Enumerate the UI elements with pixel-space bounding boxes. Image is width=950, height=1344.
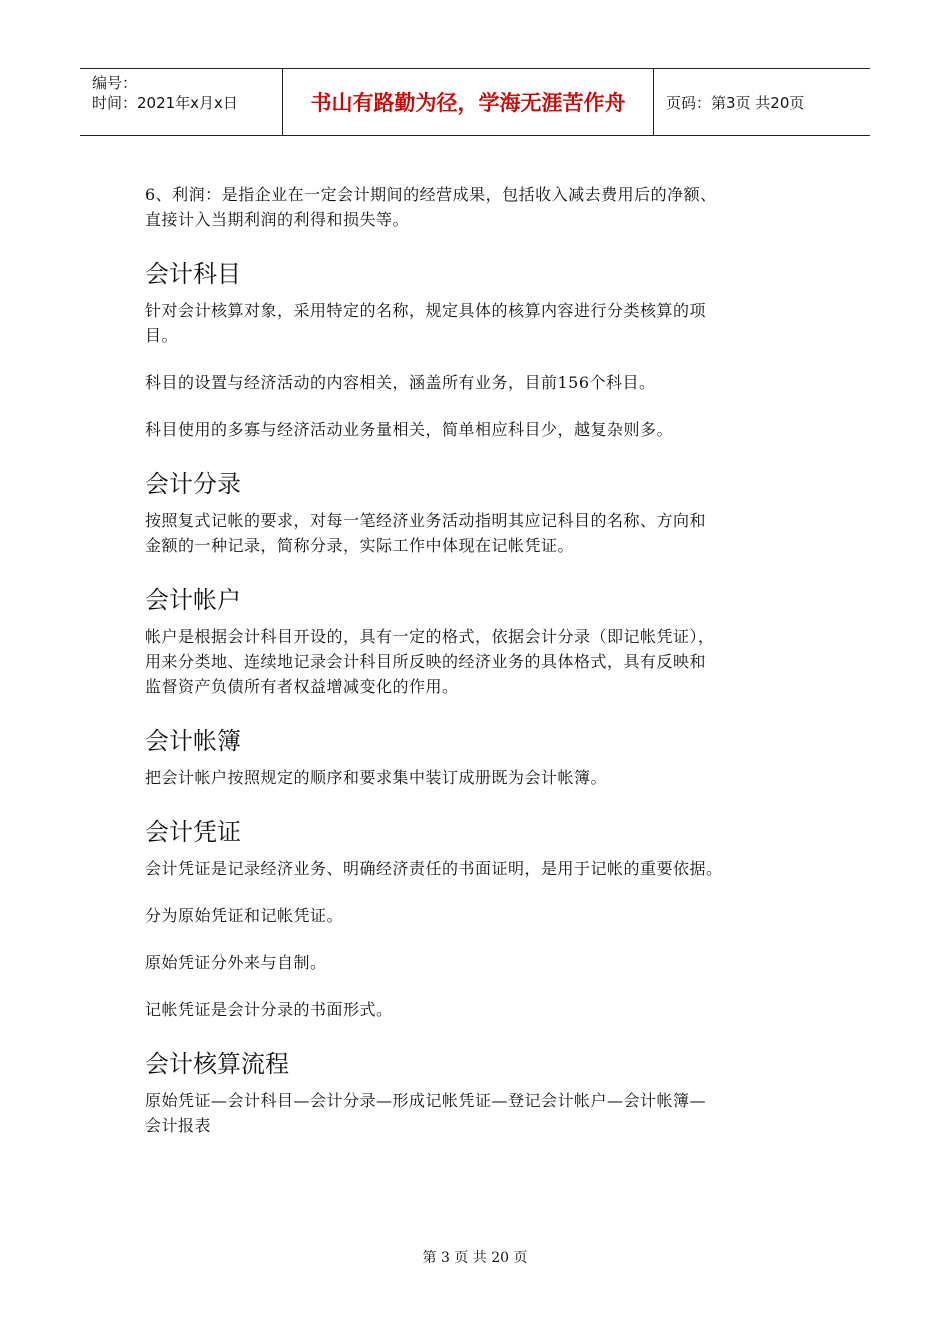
header-meta	[80, 69, 282, 135]
document-body	[145, 182, 815, 1138]
document-number: 编号：	[92, 74, 138, 92]
header-motto: 书山有路勤为径，学海无涯苦作舟	[282, 69, 654, 135]
section-paragraph	[145, 1088, 815, 1138]
text-line: 原始凭证分外来与自制。	[145, 953, 327, 972]
text-line: 会计凭证是记录经济业务、明确经济责任的书面证明，是用于记帐的重要依据。	[145, 859, 723, 878]
text-line: 针对会计核算对象，采用特定的名称，规定具体的核算内容进行分类核算的项	[145, 301, 707, 320]
text-line: 金额的一种记录，简称分录，实际工作中体现在记帐凭证。	[145, 536, 575, 555]
header-page-number: 页码：第3页 共20页	[666, 93, 805, 112]
section-paragraph	[145, 624, 815, 699]
section-heading: 会计帐簿	[145, 727, 241, 755]
section-heading: 会计帐户	[145, 586, 241, 614]
section-paragraph	[145, 903, 815, 928]
text-line: 原始凭证—会计科目—会计分录—形成记帐凭证—登记会计帐户—会计帐簿—	[145, 1091, 707, 1110]
section-paragraph	[145, 298, 815, 348]
text-line: 按照复式记帐的要求，对每一笔经济业务活动指明其应记科目的名称、方向和	[145, 511, 707, 530]
text-line: 科目的设置与经济活动的内容相关，涵盖所有业务，目前156个科目。	[145, 373, 656, 392]
document-date: 时间：2021年x月x日	[92, 94, 238, 112]
section-heading: 会计凭证	[145, 818, 241, 846]
section-paragraph	[145, 370, 815, 395]
text-line: 目。	[145, 326, 179, 345]
intro-line: 6、利润：是指企业在一定会计期间的经营成果，包括收入减去费用后的净额、	[145, 185, 717, 204]
text-line: 帐户是根据会计科目开设的，具有一定的格式，依据会计分录（即记帐凭证），	[145, 627, 715, 646]
section-heading: 会计核算流程	[145, 1050, 289, 1078]
text-line: 把会计帐户按照规定的顺序和要求集中装订成册既为会计帐簿。	[145, 768, 608, 787]
section-paragraph	[145, 765, 815, 790]
section-paragraph	[145, 950, 815, 975]
text-line: 分为原始凭证和记帐凭证。	[145, 906, 344, 925]
page-footer: 第 3 页 共 20 页	[422, 1250, 528, 1266]
section-paragraph	[145, 997, 815, 1022]
text-line: 监督资产负债所有者权益增减变化的作用。	[145, 677, 459, 696]
text-line: 会计报表	[145, 1116, 212, 1135]
text-line: 用来分类地、连续地记录会计科目所反映的经济业务的具体格式，具有反映和	[145, 652, 707, 671]
intro-paragraph	[145, 182, 815, 232]
section-heading: 会计分录	[145, 470, 241, 498]
text-line: 科目使用的多寡与经济活动业务量相关，简单相应科目少，越复杂则多。	[145, 420, 674, 439]
section-paragraph	[145, 856, 815, 881]
section-heading: 会计科目	[145, 260, 241, 288]
page-header	[80, 68, 870, 136]
text-line: 记帐凭证是会计分录的书面形式。	[145, 1000, 393, 1019]
section-paragraph	[145, 508, 815, 558]
section-paragraph	[145, 417, 815, 442]
intro-line: 直接计入当期利润的利得和损失等。	[145, 210, 410, 229]
